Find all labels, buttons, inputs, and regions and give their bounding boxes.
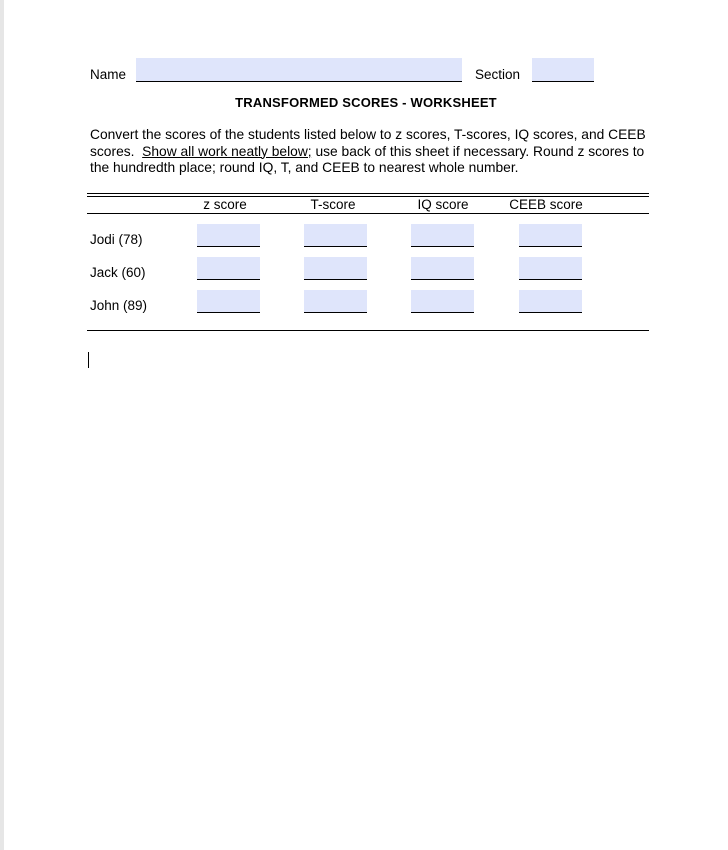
worksheet-title: TRANSFORMED SCORES - WORKSHEET xyxy=(235,95,497,110)
instructions-text-2: use back of this sheet if necessary. Round z scores to the hundredth place; round IQ, T, and CEEB to nearest whole number. xyxy=(90,143,645,175)
jodi-ceeb-score-field[interactable] xyxy=(519,224,582,247)
table-top-rule-1 xyxy=(87,193,649,194)
jack-ceeb-score-field[interactable] xyxy=(519,257,582,280)
name-label: Name xyxy=(90,67,127,82)
john-z-score-field[interactable] xyxy=(197,290,260,313)
document-page xyxy=(4,0,728,850)
jack-z-score-field[interactable] xyxy=(197,257,260,280)
instructions-underlined: Show all work neatly below; xyxy=(142,143,312,159)
jodi-z-score-field[interactable] xyxy=(197,224,260,247)
header-bottom-rule xyxy=(87,213,649,214)
column-header-iq-score: IQ score xyxy=(417,197,469,212)
john-t-score-field[interactable] xyxy=(304,290,367,313)
text-cursor xyxy=(88,352,89,368)
jack-t-score-field[interactable] xyxy=(304,257,367,280)
column-header-ceeb-score: CEEB score xyxy=(509,197,583,212)
john-ceeb-score-field[interactable] xyxy=(519,290,582,313)
table-bottom-rule xyxy=(87,330,649,331)
section-field[interactable] xyxy=(532,58,594,82)
column-header-t-score: T-score xyxy=(310,197,356,212)
john-iq-score-field[interactable] xyxy=(411,290,474,313)
jodi-iq-score-field[interactable] xyxy=(411,224,474,247)
student-label-john: John (89) xyxy=(90,298,148,313)
section-label: Section xyxy=(475,67,521,82)
column-header-z-score: z score xyxy=(203,197,247,212)
student-label-jodi: Jodi (78) xyxy=(90,232,143,247)
student-label-jack: Jack (60) xyxy=(90,265,146,280)
instructions-paragraph xyxy=(90,127,650,177)
name-field[interactable] xyxy=(136,58,462,82)
jodi-t-score-field[interactable] xyxy=(304,224,367,247)
instructions-text-1: Convert the scores of the students listed below to z scores, T-scores, IQ scores, and CEEB scores. xyxy=(90,127,646,159)
jack-iq-score-field[interactable] xyxy=(411,257,474,280)
